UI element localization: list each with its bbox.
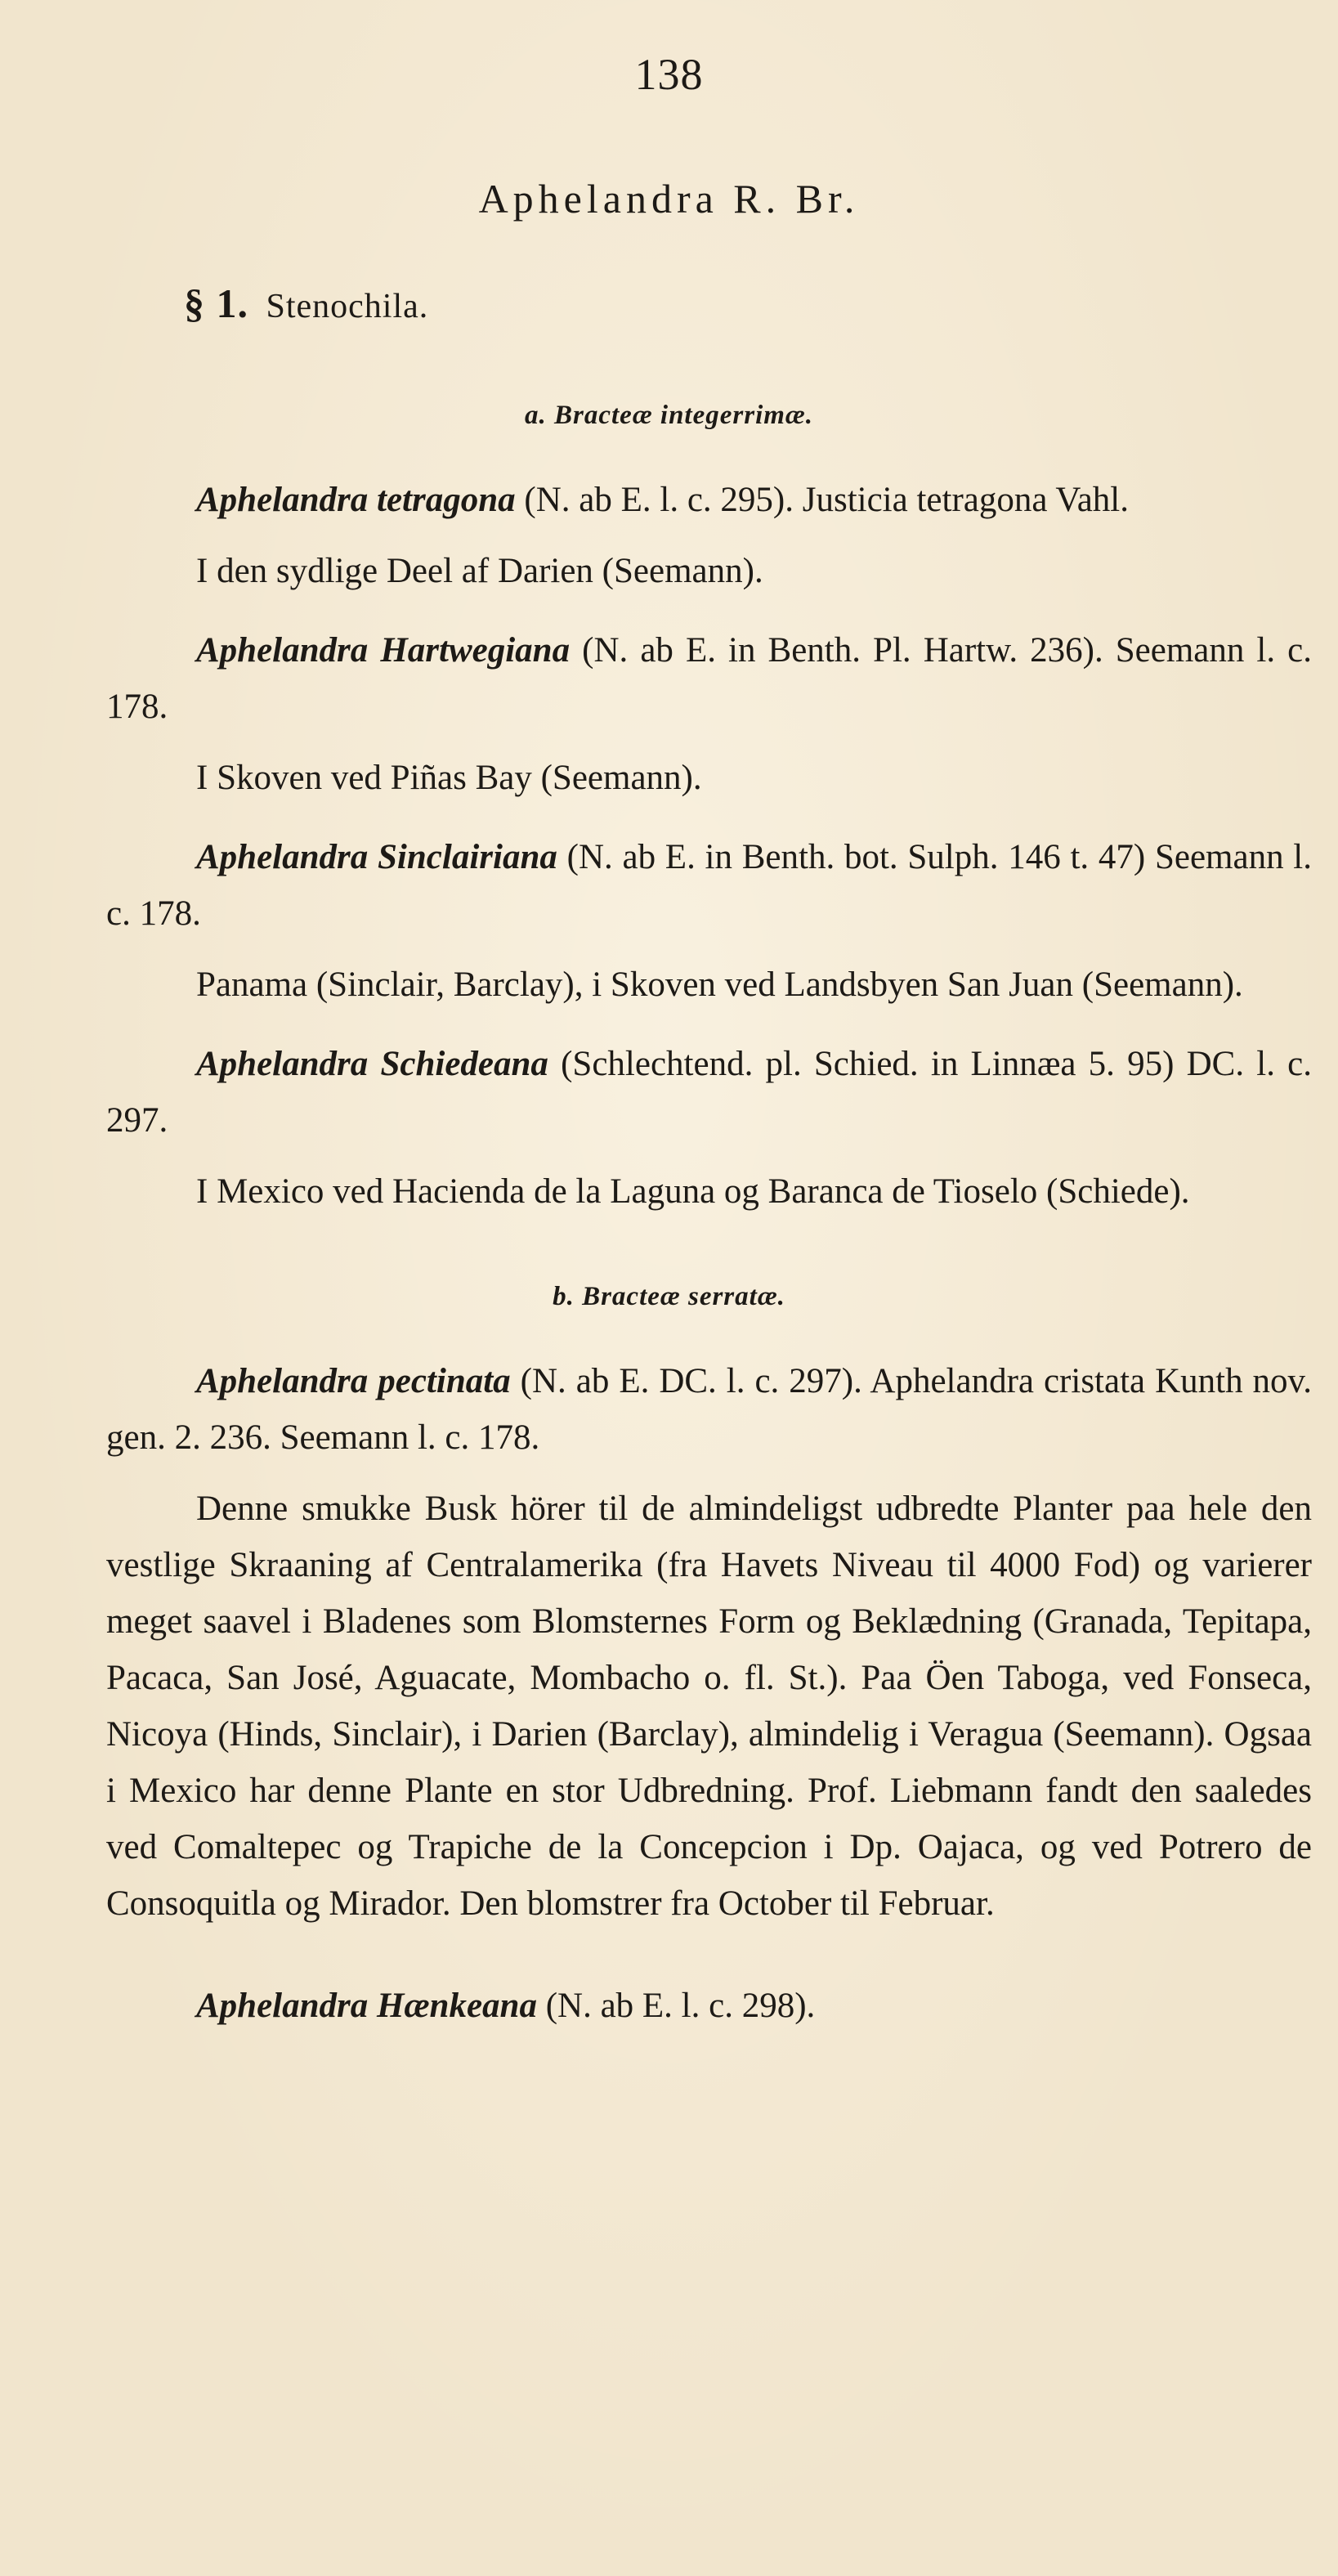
subgroup-heading-b: b. Bracteæ serratæ. [553,1282,785,1311]
species-name: Aphelandra Schiedeana [196,1045,548,1083]
spacer [106,1243,1312,1282]
species-entry [106,1353,1312,1466]
species-citation: (N. ab E. l. c. 295). Justicia tetragona Vahl. [524,481,1129,519]
species-name: Aphelandra Hartwegiana [196,631,571,670]
genus-heading: Aphelandra R. Br. [478,176,860,222]
species-citation: (N. ab E. DC. l. c. 297). Aphelandra cristata Kunth nov. gen. 2. 236. Seemann l. c. 178. [106,1362,1313,1457]
species-description: Denne smukke Busk hörer til de almindeligst udbredte Planter paa hele den vestlige Skraaning af Centralamerika (fra Havets Niveau til 4000 Fod) og varierer meget saavel i Bladenes som Blomsternes Form og Beklædning (Granada, Tepitapa, Pacaca, San José, Aguacate, Mombacho o. fl. St.). Paa Öen Taboga, ved Fonseca, Nicoya (Hinds, Sinclair), i Darien (Barclay), almindelig i Veragua (Seemann). Ogsaa i Mexico har denne Plante en stor Udbredning. Prof. Liebmann fandt den saaledes ved Comaltepec og Trapiche de la Concepcion i Dp. Oajaca, og ved Potrero de Consoquitla og Mirador. Den blomstrer fra October til Februar. [106,1490,1312,1923]
section-symbol: § 1. [184,280,248,326]
locality-note: I Mexico ved Hacienda de la Laguna og Baranca de Tioselo (Schiede). [196,1172,1190,1211]
locality-note: I Skoven ved Piñas Bay (Seemann). [196,759,702,797]
species-entry [106,1978,1312,2034]
main-text-continued [106,1353,1312,2034]
locality-note: I den sydlige Deel af Darien (Seemann). [196,552,763,590]
species-entry [106,472,1312,528]
species-name: Aphelandra Sinclairiana [196,838,557,876]
species-citation: (N. ab E. in Benth. Pl. Hartw. 236). Seemann l. c. 178. [106,631,1313,726]
species-citation: (N. ab E. l. c. 298). [545,1987,816,2025]
subgroup-heading-a: a. Bracteæ integerrimæ. [525,401,813,430]
page-number: 138 [634,50,704,99]
species-entry [106,1036,1312,1149]
species-citation: (N. ab E. in Benth. bot. Sulph. 146 t. 47) Seemann l. c. 178. [106,838,1313,933]
main-text [106,472,1312,1282]
section-title: Stenochila. [266,288,429,325]
section-heading [184,280,1338,327]
locality-note: Panama (Sinclair, Barclay), i Skoven ved Landsbyen San Juan (Seemann). [196,965,1243,1004]
species-entry [106,829,1312,942]
species-entry [106,622,1312,735]
species-name: Aphelandra pectinata [196,1362,511,1400]
species-citation: (Schlechtend. pl. Schied. in Linnæa 5. 95) DC. l. c. 297. [106,1045,1312,1140]
species-name: Aphelandra tetragona [196,481,516,519]
species-name: Aphelandra Hænkeana [196,1987,537,2025]
